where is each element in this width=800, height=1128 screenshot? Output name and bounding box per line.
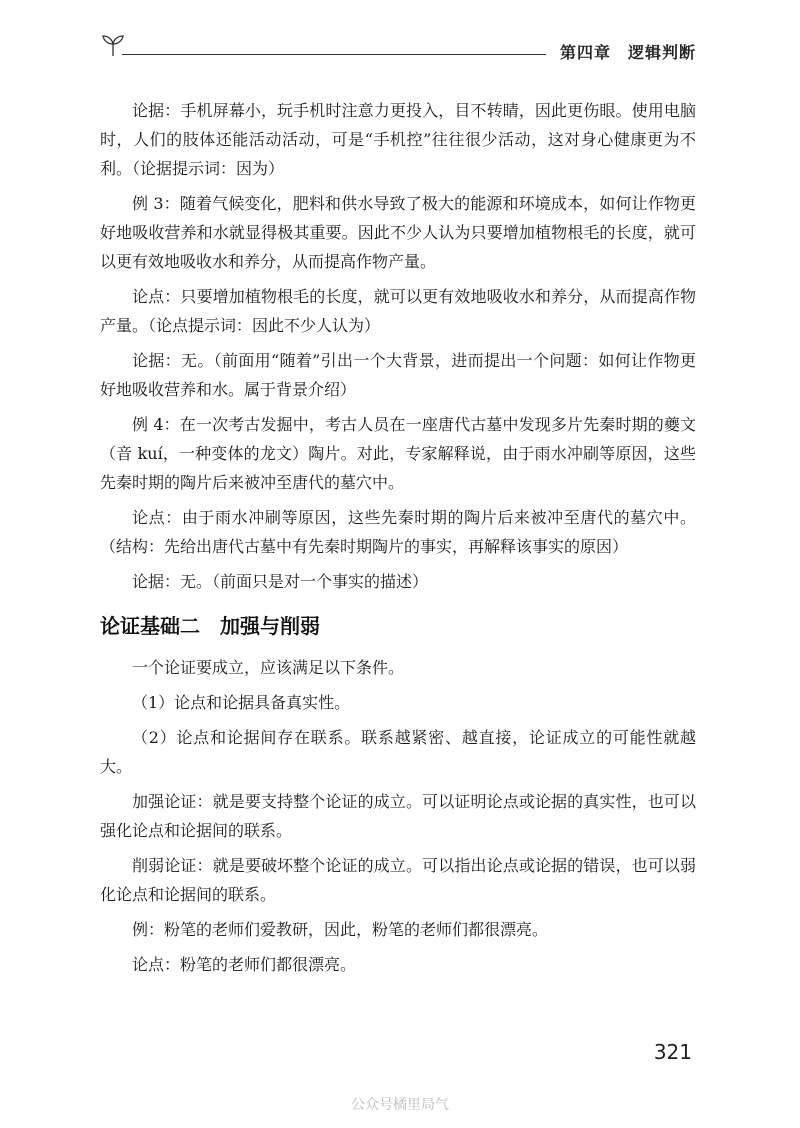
paragraph: 加强论证：就是要支持整个论证的成立。可以证明论点或论据的真实性，也可以强化论点和论据间的联系。 (100, 792, 696, 840)
paragraph: 论点：粉笔的老师们都很漂亮。 (132, 955, 357, 974)
paragraph: 论点：由于雨水冲刷等原因，这些先秦时期的陶片后来被冲至唐代的墓穴中。（结构：先给出唐代古墓中有先秦时期陶片的事实，再解释该事实的原因） (100, 508, 696, 556)
paragraph: （2）论点和论据间存在联系。联系越紧密、越直接，论证成立的可能性就越大。 (100, 728, 696, 776)
page-header (100, 28, 696, 68)
paragraph: 例 4：在一次考古发掘中，考古人员在一座唐代古墓中发现多片先秦时期的夔文（音 kuí，一种变体的龙文）陶片。对此，专家解释说，由于雨水冲刷等原因，这些先秦时期的陶片后来被冲至唐代的墓穴中。 (100, 415, 696, 492)
section-heading: 论证基础二 加强与削弱 (100, 614, 320, 638)
watermark: 公众号橘里局气 (351, 1097, 449, 1113)
paragraph: 例：粉笔的老师们爱教研，因此，粉笔的老师们都很漂亮。 (132, 920, 549, 939)
paragraph: 论点：只要增加植物根毛的长度，就可以更有效地吸收水和养分，从而提高作物产量。（论点提示词：因此不少人认为） (100, 287, 696, 335)
page-number: 321 (653, 1040, 692, 1064)
page-content (100, 96, 696, 985)
paragraph: 论据：无。（前面用“随着”引出一个大背景，进而提出一个问题：如何让作物更好地吸收营养和水。属于背景介绍） (100, 351, 696, 399)
paragraph: 一个论证要成立，应该满足以下条件。 (132, 658, 405, 677)
header-rule (122, 54, 546, 55)
paragraph: 论据：手机屏幕小，玩手机时注意力更投入，目不转睛，因此更伤眼。使用电脑时，人们的肢体还能活动活动，可是“手机控”往往很少活动，这对身心健康更为不利。（论据提示词：因为） (100, 101, 696, 178)
paragraph: 削弱论证：就是要破坏整个论证的成立。可以指出论点或论据的错误，也可以弱化论点和论据间的联系。 (100, 856, 696, 904)
paragraph: 例 3：随着气候变化，肥料和供水导致了极大的能源和环境成本，如何让作物更好地吸收营养和水就显得极其重要。因此不少人认为只要增加植物根毛的长度，就可以更有效地吸收水和养分，从而提高作物产量。 (100, 194, 696, 271)
paragraph: 论据：无。（前面只是对一个事实的描述） (132, 572, 429, 591)
chapter-title: 第四章 逻辑判断 (559, 43, 696, 62)
paragraph: （1）论点和论据具备真实性。 (132, 693, 351, 712)
